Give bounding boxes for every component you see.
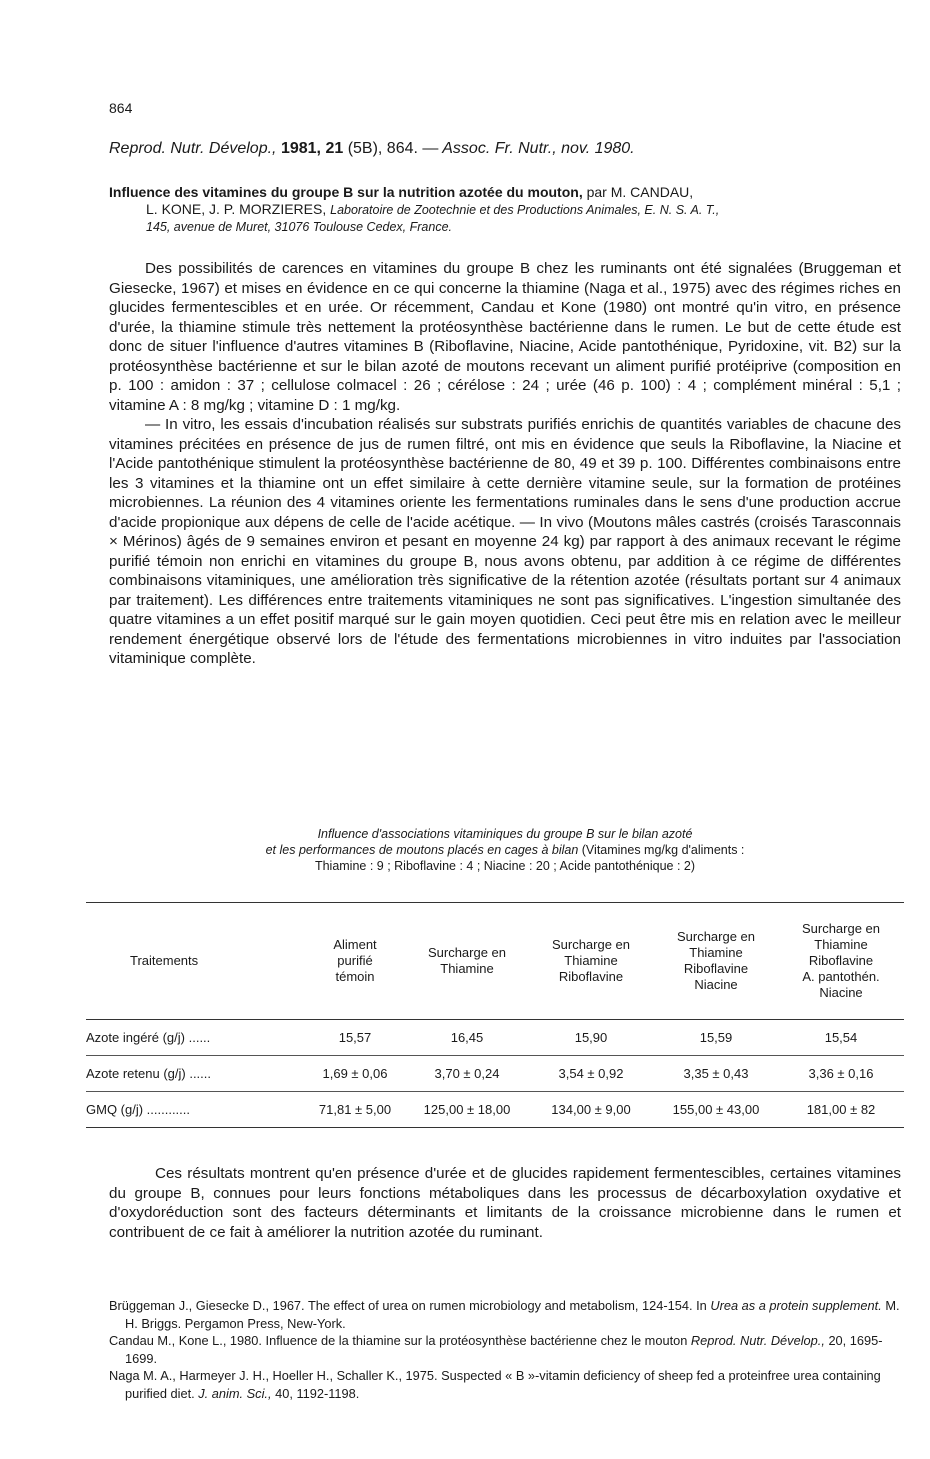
row-label: Azote retenu (g/j) ...... [86,1066,211,1081]
table-header-cell [304,903,406,1020]
row-label: GMQ (g/j) ............ [86,1102,191,1117]
header-line: Riboflavine [808,953,874,968]
table-header-cell [778,903,904,1020]
table-header-cell [654,903,778,1020]
table-cell: 3,35 ± 0,43 [683,1066,749,1081]
journal-year: 1981, [280,140,321,157]
header-line: A. pantothén. [802,969,880,984]
authors-rest: L. KONE, J. P. MORZIERES, [146,201,327,217]
table-header-cell [528,903,654,1020]
table-header-cell [406,903,528,1020]
table-cell: 15,54 [824,1030,858,1045]
header-line: Traitements [130,953,199,968]
page-number: 864 [109,100,133,116]
body-paragraph-1: Des possibilités de carences en vitamines du groupe B chez les ruminants ont été signalées (Bruggeman et Giesecke, 1967) et mises en évidence en ce qui concerne la thiamine (Naga et al., 1975) avec des régimes riches en glucides fermentescibles et en urée. Or récemment, Candau et Kone (1980) ont montré qu'in vitro, en présence d'urée, la thiamine stimule très nettement la protéosynthèse bactérienne dans le rumen. Le but de cette étude est donc de situer l'influence d'autres vitamines B (Riboflavine, Niacine, Acide pantothénique, Pyridoxine, vit. B2) sur la protéosynthèse bactérienne et sur le bilan azoté de moutons recevant un aliment purifié protéiprive (composition en p. 100 : amidon : 37 ; cellulose colmacel : 26 ; cérélose : 24 ; urée (46 p. 100) : 4 ; complément minéral : 5,1 ; vitamine A : 8 mg/kg ; vitamine D : 1 mg/kg. [109,260,901,414]
reference-details: M. H. Briggs. Pergamon Press, New-York. [125,1298,900,1331]
journal-issue-page: (5B), 864. — [347,140,439,157]
reference-source: Urea as a protein supplement. [710,1298,886,1313]
reference-authors: Brüggeman J., Giesecke D., 1967. [109,1298,308,1313]
body-paragraph-2: — In vitro, les essais d'incubation réalisés sur substrats purifiés enrichis de quantités variables de chacune des vitamines précitées en présence de jus de rumen filtré, ont mis en évidence que seuls la Riboflavine, la Niacine et l'Acide pantothénique stimulent la protéosynthèse bactérienne de 80, 49 et 39 p. 100. Différentes combinaisons entre les 3 vitamines et la thiamine ont un effet similaire à cette dernière vitamine seule, sur la formation de protéines microbiennes. La réunion des 4 vitamines oriente les fermentations ruminales dans le sens d'une production accrue d'acide propionique aux dépens de celle de l'acide acétique. — In vivo (Moutons mâles castrés (croisés Tarasconnais × Mérinos) âgés de 9 semaines environ et pesant en moyenne 24 kg) par rapport à des animaux recevant le régime purifié témoin non enrichi en vitamines du groupe B, nous avons obtenu, par addition à ce régime de différentes combinaisons vitaminiques, une amélioration très significative de la rétention azotée (résultats portant sur 4 animaux par traitement). Les différences entre traitements vitaminiques ne sont pas significatives. L'ingestion simultanée des quatre vitamines a un effet positif marqué sur le gain moyen quotidien. Ceci peut être mis en relation avec le meilleur rendement énergétique observé lors de l'étude des fermentations microbiennes in vitro induites par l'association vitaminique complète. [109,416,901,667]
journal-volume: 21 [325,140,344,157]
table-cell: 15,57 [338,1030,372,1045]
table-header-cell [86,903,304,1020]
conclusion-paragraph: Ces résultats montrent qu'en présence d'urée et de glucides rapidement fermentescibles, certaines vitamines du groupe B, connues pour leurs fonctions métaboliques dans les processus de décarboxylation oxydative et d'oxydoréduction sont des facteurs déterminants et limitants de la croissance microbienne dans le rumen et contribuent de ce fait à améliorer la nutrition azotée du ruminant. [109,1165,901,1241]
header-line: Surcharge en [427,945,507,960]
header-line: Surcharge en [551,937,631,952]
table-cell: 125,00 ± 18,00 [423,1102,511,1117]
header-line: purifié [337,953,373,968]
table-cell: 16,45 [450,1030,484,1045]
table-header-row [86,903,904,1020]
author-line-1: par M. CANDAU, [586,184,694,200]
table-cell: 134,00 ± 9,00 [551,1102,631,1117]
table-cell: 3,70 ± 0,24 [434,1066,500,1081]
header-line: Thiamine [440,961,494,976]
reference-title: The effect of urea on rumen microbiology and metabolism, 124-154. In [307,1298,711,1313]
journal-citation [109,140,635,158]
caption-line-2-rest: (Vitamines mg/kg d'aliments : [581,843,745,857]
header-line: Surcharge en [801,921,881,936]
table-caption [120,826,890,874]
reference-authors: Candau M., Kone L., 1980. [109,1333,266,1348]
header-line: Riboflavine [558,969,624,984]
reference-item [109,1367,901,1402]
table-row [86,1056,904,1092]
table-row [86,1020,904,1056]
reference-title: Influence de la thiamine sur la protéosynthèse bactérienne chez le mouton [265,1333,691,1348]
header-line: témoin [335,969,375,984]
reference-title: Suspected « B »-vitamin deficiency of sheep fed a proteinfree urea containing purified diet. [125,1368,881,1401]
table-cell: 3,36 ± 0,16 [808,1066,874,1081]
reference-details: 20, 1695-1699. [125,1333,883,1366]
references [109,1297,901,1402]
header-line: Aliment [333,937,377,952]
reference-details: 40, 1192-1198. [275,1385,360,1401]
article-header [109,184,899,236]
header-line: Thiamine [564,953,618,968]
caption-line-2 [120,842,890,858]
reference-item [109,1297,901,1332]
journal-abbrev: Reprod. Nutr. Dévelop., [109,140,277,157]
caption-line-3: Thiamine : 9 ; Riboflavine : 4 ; Niacine : 20 ; Acide pantothénique : 2) [314,859,696,873]
header-line: Niacine [694,977,738,992]
affiliation: Laboratoire de Zootechnie et des Productions Animales, E. N. S. A. T., [330,203,720,217]
table-cell: 1,69 ± 0,06 [322,1066,388,1081]
table-cell: 181,00 ± 82 [806,1102,876,1117]
row-label: Azote ingéré (g/j) ...... [86,1030,211,1045]
header-line: Riboflavine [683,961,749,976]
table-cell: 15,59 [699,1030,733,1045]
reference-authors: Naga M. A., Harmeyer J. H., Hoeller H., Schaller K., 1975. [109,1368,442,1383]
article-body [109,259,901,669]
caption-line-1: Influence d'associations vitaminiques du groupe B sur le bilan azoté [317,827,693,841]
header-line: Niacine [819,985,863,1000]
reference-source: J. anim. Sci., [198,1385,276,1401]
header-line: Surcharge en [676,929,756,944]
meeting-info: Assoc. Fr. Nutr., nov. 1980. [442,140,635,157]
table-body [86,1020,904,1128]
author-line-2 [109,201,899,219]
address: 145, avenue de Muret, 31076 Toulouse Cedex, France. [146,220,452,234]
reference-source: Reprod. Nutr. Dévelop., [690,1333,829,1348]
table-cell: 155,00 ± 43,00 [672,1102,760,1117]
table-cell: 15,90 [574,1030,608,1045]
header-line: Thiamine [689,945,743,960]
table-cell: 71,81 ± 5,00 [318,1102,392,1117]
table-cell: 3,54 ± 0,92 [558,1066,624,1081]
conclusion [109,1164,901,1242]
caption-line-2-italic: et les performances de moutons placés en cages à bilan [265,843,579,857]
article-title: Influence des vitamines du groupe B sur la nutrition azotée du mouton, [109,184,583,200]
table-row [86,1092,904,1128]
reference-item [109,1332,901,1367]
header-line: Thiamine [814,937,868,952]
results-table [86,902,904,1128]
